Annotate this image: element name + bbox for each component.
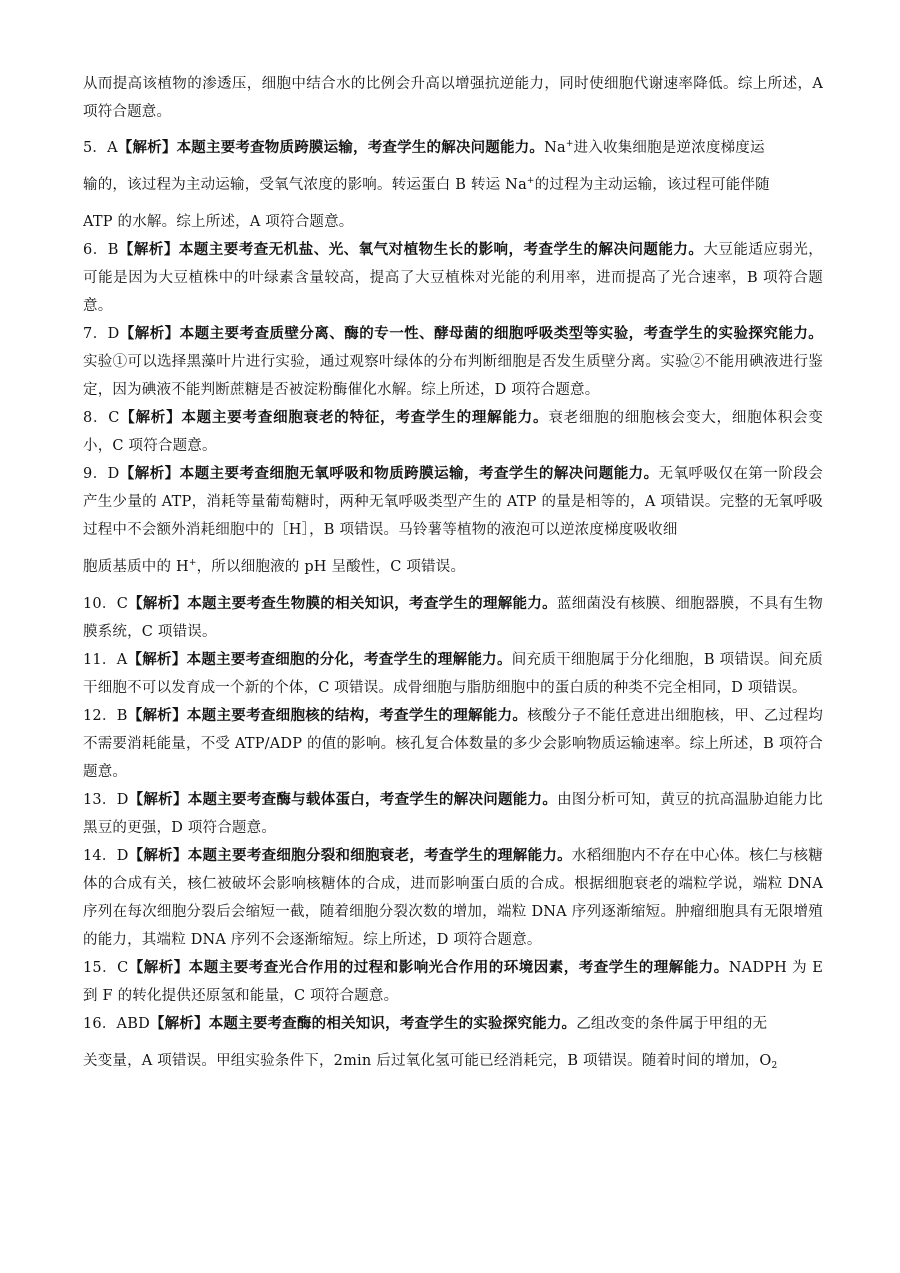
- item-number: 12．B: [83, 708, 128, 724]
- item-text: 胞质基质中的 H: [83, 559, 189, 575]
- explanation-item-11: [83, 646, 823, 702]
- explanation-item-12: [83, 702, 823, 786]
- analysis-tag: 【解析】: [127, 707, 187, 724]
- answer-explanation-page: [83, 70, 823, 1084]
- superscript: +: [526, 176, 535, 186]
- explanation-item-13: [83, 786, 823, 842]
- item-text: 的过程为主动运输，该过程可能伴随: [534, 177, 770, 193]
- explanation-item-5: [83, 134, 823, 162]
- analysis-tag: 【解析】: [128, 959, 189, 976]
- item-text: Na: [544, 140, 566, 156]
- item-text: 大豆能适应弱光，可能是因为大豆植株中的叶绿素含量较高，提高了大豆植株对光能的利用率，进而提高了光合速率，B 项符合题意。: [83, 242, 824, 314]
- item-summary: 本题主要考查酶与载体蛋白，考查学生的解决问题能力。: [187, 791, 558, 808]
- analysis-tag: 【解析】: [149, 1015, 209, 1032]
- item-summary: 本题主要考查细胞衰老的特征，考查学生的理解能力。: [181, 409, 549, 426]
- item-text: 核酸分子不能任意进出细胞核，甲、乙过程均不需要消耗能量，不受 ATP/ADP 的值的影响。核孔复合体数量的多少会影响物质运输速率。综上所述，B 项符合题意。: [83, 708, 823, 780]
- item-number: 16．ABD: [83, 1016, 150, 1032]
- item-text: 水稻细胞内不存在中心体。核仁与核糖体的合成有关，核仁被破坏会影响核糖体的合成，进而影响蛋白质的合成。根据细胞衰老的端粒学说，端粒 DNA 序列在每次细胞分裂后会缩短一截，随着细胞分裂次数的增加，端粒 DNA 序列逐渐缩短。肿瘤细胞具有无限增殖的能力，其端粒 DNA 序列不会逐渐缩短。综上所述，D 项符合题意。: [83, 848, 823, 948]
- explanation-item-6: [83, 236, 823, 320]
- analysis-tag: 【解析】: [127, 651, 187, 668]
- paragraph-text: 从而提高该植物的渗透压，细胞中结合水的比例会升高以增强抗逆能力，同时使细胞代谢速率降低。综上所述，A 项符合题意。: [83, 76, 823, 120]
- item-number: 13．D: [83, 792, 129, 808]
- explanation-item-16: [83, 1010, 823, 1038]
- analysis-tag: 【解析】: [128, 791, 188, 808]
- item-text: 输的，该过程为主动运输，受氧气浓度的影响。转运蛋白 B 转运 Na: [83, 177, 527, 193]
- item-text: 间充质干细胞属于分化细胞，B 项错误。间充质干细胞不可以发育成一个新的个体，C 项错误。成骨细胞与脂肪细胞中的蛋白质的种类不完全相同，D 项错误。: [83, 652, 823, 696]
- item-summary: 本题主要考查细胞无氧呼吸和物质跨膜运输，考查学生的解决问题能力。: [179, 465, 659, 482]
- item-text: 乙组改变的条件属于甲组的无: [576, 1016, 768, 1032]
- item-summary: 本题主要考查生物膜的相关知识，考查学生的理解能力。: [187, 595, 557, 612]
- explanation-item-14: [83, 842, 823, 954]
- analysis-tag: 【解析】: [119, 465, 180, 482]
- item-summary: 本题主要考查细胞分裂和细胞衰老，考查学生的理解能力。: [187, 847, 572, 864]
- item-number: 10．C: [83, 596, 129, 612]
- item-number: 9．D: [83, 466, 120, 482]
- explanation-item-7: [83, 320, 823, 404]
- item-text: ，所以细胞液的 pH 呈酸性，C 项错误。: [196, 559, 466, 575]
- item-summary: 本题主要考查酶的相关知识，考查学生的实验探究能力。: [208, 1015, 577, 1032]
- item-text: 进入收集细胞是逆浓度梯度运: [573, 140, 765, 156]
- explanation-item-16-line-2: [83, 1038, 823, 1084]
- analysis-tag: 【解析】: [119, 325, 180, 342]
- superscript: +: [565, 139, 574, 149]
- explanation-item-8: [83, 404, 823, 460]
- item-text: 实验①可以选择黑藻叶片进行实验，通过观察叶绿体的分布判断细胞是否发生质壁分离。实验②不能用碘液进行鉴定，因为碘液不能判断蔗糖是否被淀粉酶催化水解。综上所述，D 项符合题意。: [83, 354, 823, 398]
- item-text: 衰老细胞的细胞核会变大，细胞体积会变小，C 项符合题意。: [83, 410, 823, 454]
- item-number: 5．A: [83, 140, 118, 156]
- item-summary: 本题主要考查物质跨膜运输，考查学生的解决问题能力。: [176, 139, 545, 156]
- analysis-tag: 【解析】: [117, 139, 177, 156]
- item-text: NADPH 为 E 到 F 的转化提供还原氢和能量，C 项符合题意。: [83, 960, 823, 1004]
- item-number: 7．D: [83, 326, 120, 342]
- item-text: 蓝细菌没有核膜、细胞器膜，不具有生物膜系统，C 项错误。: [83, 596, 823, 640]
- item-number: 14．D: [83, 848, 129, 864]
- explanation-item-5-line-2: [83, 162, 823, 208]
- explanation-item-9: [83, 460, 823, 544]
- item-number: 8．C: [83, 410, 120, 426]
- item-number: 6．B: [83, 242, 119, 258]
- analysis-tag: 【解析】: [128, 847, 188, 864]
- explanation-item-5-line-3: [83, 208, 823, 236]
- item-text: ATP 的水解。综上所述，A 项符合题意。: [83, 214, 354, 230]
- analysis-tag: 【解析】: [118, 241, 179, 258]
- subscript: 2: [771, 1061, 778, 1071]
- superscript: +: [188, 558, 197, 568]
- explanation-item-15: [83, 954, 823, 1010]
- item-text: 关变量，A 项错误。甲组实验条件下，2min 后过氧化氢可能已经消耗完，B 项错误。随着时间的增加，O: [83, 1053, 772, 1069]
- item-number: 11．A: [83, 652, 128, 668]
- explanation-item-9-line-end: [83, 544, 823, 590]
- paragraph-continued: [83, 70, 823, 126]
- item-summary: 本题主要考查细胞的分化，考查学生的理解能力。: [186, 651, 512, 668]
- item-text: 无氧呼吸仅在第一阶段会产生少量的 ATP，消耗等量葡萄糖时，两种无氧呼吸类型产生的 ATP 的量是相等的，A 项错误。完整的无氧呼吸过程中不会额外消耗细胞中的［H］，B 项错误。马铃薯等植物的液泡可以逆浓度梯度吸收细: [83, 466, 823, 538]
- item-summary: 本题主要考查无机盐、光、氧气对植物生长的影响，考查学生的解决问题能力。: [178, 241, 704, 258]
- item-number: 15．C: [83, 960, 129, 976]
- item-summary: 本题主要考查光合作用的过程和影响光合作用的环境因素，考查学生的理解能力。: [188, 959, 729, 976]
- analysis-tag: 【解析】: [128, 595, 188, 612]
- explanation-item-10: [83, 590, 823, 646]
- item-summary: 本题主要考查细胞核的结构，考查学生的理解能力。: [186, 707, 528, 724]
- analysis-tag: 【解析】: [119, 409, 182, 426]
- item-summary: 本题主要考查质壁分离、酶的专一性、酵母菌的细胞呼吸类型等实验，考查学生的实验探究能力。: [179, 325, 823, 342]
- item-text: 由图分析可知，黄豆的抗高温胁迫能力比黑豆的更强，D 项符合题意。: [83, 792, 823, 836]
